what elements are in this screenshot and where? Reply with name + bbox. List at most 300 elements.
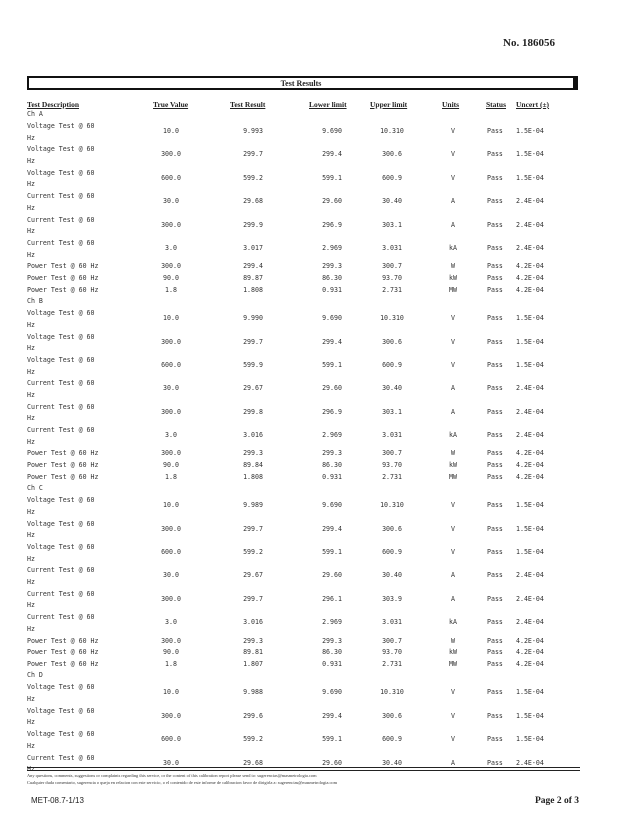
table-row [0, 660, 641, 672]
test-description-cont: Hz [27, 390, 35, 399]
test-description-cont: Hz [27, 180, 35, 189]
units: V [451, 548, 455, 557]
lower-limit: 86.30 [322, 461, 342, 470]
lower-limit: 299.4 [322, 337, 342, 346]
true-value: 10.0 [163, 688, 179, 697]
test-description-cont: Hz [27, 694, 35, 703]
upper-limit: 93.70 [382, 648, 402, 657]
lower-limit: 299.3 [322, 636, 342, 645]
test-result: 9.988 [243, 688, 263, 697]
uncertainty: 4.2E-04 [516, 461, 544, 470]
test-description: Voltage Test @ 60 [27, 706, 95, 715]
true-value: 300.0 [161, 524, 181, 533]
test-description-cont: Hz [27, 765, 35, 774]
status: Pass [487, 472, 503, 481]
channel-heading [0, 671, 641, 683]
status: Pass [487, 524, 503, 533]
uncertainty: 1.5E-04 [516, 314, 544, 323]
units: V [451, 360, 455, 369]
units: A [451, 407, 455, 416]
test-result: 1.807 [243, 659, 263, 668]
upper-limit: 3.031 [382, 618, 402, 627]
test-result: 299.7 [243, 337, 263, 346]
lower-limit: 299.4 [322, 150, 342, 159]
upper-limit: 93.70 [382, 461, 402, 470]
status: Pass [487, 197, 503, 206]
header-lower-limit: Lower limit [309, 100, 347, 109]
test-description: Power Test @ 60 Hz [27, 472, 99, 481]
lower-limit: 296.9 [322, 220, 342, 229]
status: Pass [487, 173, 503, 182]
uncertainty: 4.2E-04 [516, 449, 544, 458]
status: Pass [487, 758, 503, 767]
units: kW [449, 461, 457, 470]
uncertainty: 2.4E-04 [516, 571, 544, 580]
test-description: Current Test @ 60 [27, 426, 95, 435]
test-result: 29.67 [243, 384, 263, 393]
units: kW [449, 648, 457, 657]
units: V [451, 711, 455, 720]
test-result: 89.81 [243, 648, 263, 657]
upper-limit: 30.40 [382, 384, 402, 393]
true-value: 300.0 [161, 636, 181, 645]
table-row [0, 496, 641, 519]
table-row [0, 192, 641, 215]
true-value: 300.0 [161, 220, 181, 229]
header-true-value: True Value [153, 100, 189, 109]
true-value: 1.8 [165, 659, 177, 668]
true-value: 10.0 [163, 127, 179, 135]
footer-rule-thin [27, 770, 580, 771]
units: V [451, 150, 455, 159]
status: Pass [487, 150, 503, 159]
test-description-cont: Hz [27, 741, 35, 750]
units: V [451, 735, 455, 744]
test-description-cont: Hz [27, 554, 35, 563]
true-value: 300.0 [161, 337, 181, 346]
uncertainty: 4.2E-04 [516, 636, 544, 645]
test-description: Voltage Test @ 60 [27, 683, 95, 692]
status: Pass [487, 220, 503, 229]
upper-limit: 10.310 [380, 314, 404, 323]
header-status: Status [486, 100, 507, 109]
footer-note-english: Any questions, comments, suggestions or complaints regarding this service, or the content of this calibration report please send to: sugerencias@masmetrologia.com [27, 773, 317, 778]
test-result: 9.989 [243, 501, 263, 510]
uncertainty: 2.4E-04 [516, 243, 544, 252]
true-value: 600.0 [161, 360, 181, 369]
true-value: 90.0 [163, 461, 179, 470]
uncertainty: 1.5E-04 [516, 548, 544, 557]
lower-limit: 29.60 [322, 197, 342, 206]
test-description: Voltage Test @ 60 [27, 543, 95, 552]
table-row [0, 590, 641, 613]
uncertainty: 2.4E-04 [516, 758, 544, 767]
test-description-cont: Hz [27, 344, 35, 353]
test-description: Current Test @ 60 [27, 613, 95, 622]
test-result: 1.808 [243, 472, 263, 481]
test-result: 299.7 [243, 524, 263, 533]
units: W [451, 449, 455, 458]
units: MW [449, 659, 457, 668]
uncertainty: 4.2E-04 [516, 285, 544, 294]
status: Pass [487, 127, 503, 135]
uncertainty: 1.5E-04 [516, 337, 544, 346]
upper-limit: 30.40 [382, 758, 402, 767]
lower-limit: 2.969 [322, 618, 342, 627]
test-description-cont: Hz [27, 624, 35, 633]
status: Pass [487, 711, 503, 720]
footer-rule [27, 767, 580, 768]
status: Pass [487, 384, 503, 393]
test-result: 299.8 [243, 407, 263, 416]
test-description: Power Test @ 60 Hz [27, 636, 99, 645]
upper-limit: 600.9 [382, 173, 402, 182]
lower-limit: 9.690 [322, 127, 342, 135]
test-result: 599.2 [243, 735, 263, 744]
test-result: 29.67 [243, 571, 263, 580]
test-result: 599.9 [243, 360, 263, 369]
lower-limit: 29.60 [322, 758, 342, 767]
status: Pass [487, 449, 503, 458]
lower-limit: 2.969 [322, 243, 342, 252]
true-value: 300.0 [161, 407, 181, 416]
table-row [0, 730, 641, 753]
true-value: 1.8 [165, 285, 177, 294]
status: Pass [487, 501, 503, 510]
table-row [0, 707, 641, 730]
results-table [0, 110, 641, 777]
true-value: 300.0 [161, 449, 181, 458]
status: Pass [487, 659, 503, 668]
channel-label: Ch A [27, 110, 43, 118]
upper-limit: 300.6 [382, 150, 402, 159]
test-result: 299.9 [243, 220, 263, 229]
table-row [0, 613, 641, 636]
upper-limit: 303.1 [382, 220, 402, 229]
test-description: Power Test @ 60 Hz [27, 648, 99, 657]
table-row [0, 309, 641, 332]
section-title: Test Results [280, 79, 322, 88]
true-value: 30.0 [163, 197, 179, 206]
lower-limit: 29.60 [322, 571, 342, 580]
units: A [451, 220, 455, 229]
certificate-number: No. 186056 [503, 37, 555, 49]
lower-limit: 9.690 [322, 688, 342, 697]
uncertainty: 1.5E-04 [516, 173, 544, 182]
test-description-cont: Hz [27, 601, 35, 610]
test-description-cont: Hz [27, 507, 35, 516]
test-result: 1.808 [243, 285, 263, 294]
uncertainty: 2.4E-04 [516, 197, 544, 206]
uncertainty: 1.5E-04 [516, 150, 544, 159]
units: A [451, 571, 455, 580]
lower-limit: 0.931 [322, 285, 342, 294]
test-description: Current Test @ 60 [27, 589, 95, 598]
status: Pass [487, 461, 503, 470]
upper-limit: 30.40 [382, 197, 402, 206]
units: kA [449, 243, 457, 252]
test-result: 599.2 [243, 173, 263, 182]
upper-limit: 3.031 [382, 431, 402, 440]
upper-limit: 2.731 [382, 472, 402, 481]
test-result: 299.6 [243, 711, 263, 720]
true-value: 30.0 [163, 384, 179, 393]
lower-limit: 86.30 [322, 273, 342, 282]
upper-limit: 2.731 [382, 659, 402, 668]
test-result: 299.3 [243, 449, 263, 458]
true-value: 600.0 [161, 173, 181, 182]
table-row [0, 637, 641, 649]
status: Pass [487, 262, 503, 271]
uncertainty: 4.2E-04 [516, 262, 544, 271]
table-row [0, 520, 641, 543]
page-number: Page 2 of 3 [534, 796, 579, 806]
test-description: Current Test @ 60 [27, 566, 95, 575]
table-row [0, 426, 641, 449]
header-units: Units [442, 100, 460, 109]
lower-limit: 86.30 [322, 648, 342, 657]
true-value: 300.0 [161, 150, 181, 159]
units: V [451, 127, 455, 135]
test-description-cont: Hz [27, 718, 35, 727]
true-value: 90.0 [163, 648, 179, 657]
table-row [0, 473, 641, 485]
test-description: Current Test @ 60 [27, 753, 95, 762]
test-results-banner [27, 76, 578, 90]
units: V [451, 337, 455, 346]
lower-limit: 599.1 [322, 360, 342, 369]
test-description: Voltage Test @ 60 [27, 519, 95, 528]
uncertainty: 1.5E-04 [516, 711, 544, 720]
status: Pass [487, 285, 503, 294]
test-result: 599.2 [243, 548, 263, 557]
test-description-cont: Hz [27, 367, 35, 376]
test-description-cont: Hz [27, 156, 35, 165]
lower-limit: 296.1 [322, 594, 342, 603]
upper-limit: 600.9 [382, 360, 402, 369]
units: V [451, 314, 455, 323]
test-description: Power Test @ 60 Hz [27, 285, 99, 294]
upper-limit: 300.6 [382, 711, 402, 720]
uncertainty: 1.5E-04 [516, 735, 544, 744]
status: Pass [487, 407, 503, 416]
units: V [451, 501, 455, 510]
upper-limit: 300.6 [382, 337, 402, 346]
status: Pass [487, 431, 503, 440]
table-row [0, 403, 641, 426]
test-description-cont: Hz [27, 250, 35, 259]
table-row [0, 648, 641, 660]
table-row [0, 356, 641, 379]
units: kW [449, 273, 457, 282]
status: Pass [487, 648, 503, 657]
uncertainty: 2.4E-04 [516, 594, 544, 603]
test-description-cont: Hz [27, 133, 35, 142]
lower-limit: 299.4 [322, 711, 342, 720]
test-description: Current Test @ 60 [27, 238, 95, 247]
test-result: 3.017 [243, 243, 263, 252]
units: V [451, 688, 455, 697]
true-value: 300.0 [161, 594, 181, 603]
true-value: 30.0 [163, 758, 179, 767]
table-row [0, 274, 641, 286]
test-description-cont: Hz [27, 203, 35, 212]
lower-limit: 296.9 [322, 407, 342, 416]
test-description-cont: Hz [27, 437, 35, 446]
units: kA [449, 431, 457, 440]
lower-limit: 599.1 [322, 548, 342, 557]
status: Pass [487, 337, 503, 346]
uncertainty: 1.5E-04 [516, 127, 544, 135]
uncertainty: 2.4E-04 [516, 431, 544, 440]
test-result: 89.84 [243, 461, 263, 470]
test-description: Voltage Test @ 60 [27, 168, 95, 177]
channel-label: Ch D [27, 671, 43, 680]
test-result: 89.87 [243, 273, 263, 282]
status: Pass [487, 314, 503, 323]
units: MW [449, 285, 457, 294]
upper-limit: 10.310 [380, 127, 404, 135]
uncertainty: 2.4E-04 [516, 407, 544, 416]
channel-label: Ch B [27, 297, 43, 306]
table-row [0, 216, 641, 239]
true-value: 10.0 [163, 314, 179, 323]
upper-limit: 10.310 [380, 688, 404, 697]
table-row [0, 461, 641, 473]
table-row [0, 379, 641, 402]
test-description: Voltage Test @ 60 [27, 730, 95, 739]
units: MW [449, 472, 457, 481]
upper-limit: 300.7 [382, 449, 402, 458]
true-value: 3.0 [165, 431, 177, 440]
test-description: Current Test @ 60 [27, 215, 95, 224]
test-description-cont: Hz [27, 414, 35, 423]
units: W [451, 262, 455, 271]
units: V [451, 524, 455, 533]
channel-label: Ch C [27, 484, 43, 493]
units: A [451, 384, 455, 393]
true-value: 300.0 [161, 711, 181, 720]
table-row [0, 122, 641, 145]
test-result: 3.016 [243, 431, 263, 440]
test-result: 299.3 [243, 636, 263, 645]
upper-limit: 3.031 [382, 243, 402, 252]
test-description: Current Test @ 60 [27, 192, 95, 201]
lower-limit: 599.1 [322, 173, 342, 182]
test-description-cont: Hz [27, 227, 35, 236]
true-value: 1.8 [165, 472, 177, 481]
test-result: 3.016 [243, 618, 263, 627]
form-id: MET-08.7-1/13 [31, 796, 84, 805]
upper-limit: 300.7 [382, 636, 402, 645]
test-description: Power Test @ 60 Hz [27, 461, 99, 470]
test-description: Power Test @ 60 Hz [27, 262, 99, 271]
uncertainty: 1.5E-04 [516, 360, 544, 369]
table-row [0, 286, 641, 298]
status: Pass [487, 548, 503, 557]
test-result: 299.7 [243, 150, 263, 159]
header-test-result: Test Result [230, 100, 266, 109]
table-row [0, 239, 641, 262]
upper-limit: 30.40 [382, 571, 402, 580]
test-description-cont: Hz [27, 531, 35, 540]
true-value: 30.0 [163, 571, 179, 580]
lower-limit: 299.4 [322, 524, 342, 533]
table-row [0, 566, 641, 589]
channel-heading [0, 110, 641, 122]
true-value: 3.0 [165, 243, 177, 252]
units: W [451, 636, 455, 645]
true-value: 10.0 [163, 501, 179, 510]
test-description: Power Test @ 60 Hz [27, 659, 99, 668]
units: A [451, 758, 455, 767]
lower-limit: 29.60 [322, 384, 342, 393]
uncertainty: 2.4E-04 [516, 384, 544, 393]
upper-limit: 300.7 [382, 262, 402, 271]
test-description: Voltage Test @ 60 [27, 332, 95, 341]
lower-limit: 599.1 [322, 735, 342, 744]
true-value: 300.0 [161, 262, 181, 271]
test-description: Power Test @ 60 Hz [27, 449, 99, 458]
status: Pass [487, 636, 503, 645]
test-result: 299.4 [243, 262, 263, 271]
footer-note-spanish: Cualquier duda comentario, sugerencia o queja en relacion con este servicio, o el contenido de este informe de calibracion favor de dirigirla a: sugerencias@masmetrologia.com [27, 780, 338, 785]
status: Pass [487, 273, 503, 282]
true-value: 600.0 [161, 735, 181, 744]
test-result: 299.7 [243, 594, 263, 603]
header-description: Test Description [27, 100, 80, 109]
uncertainty: 1.5E-04 [516, 688, 544, 697]
test-description: Voltage Test @ 60 [27, 496, 95, 505]
lower-limit: 9.690 [322, 314, 342, 323]
lower-limit: 0.931 [322, 659, 342, 668]
true-value: 90.0 [163, 273, 179, 282]
upper-limit: 600.9 [382, 548, 402, 557]
table-row [0, 333, 641, 356]
lower-limit: 9.690 [322, 501, 342, 510]
uncertainty: 4.2E-04 [516, 472, 544, 481]
test-description-cont: Hz [27, 320, 35, 329]
test-description: Voltage Test @ 60 [27, 122, 95, 130]
upper-limit: 2.731 [382, 285, 402, 294]
upper-limit: 10.310 [380, 501, 404, 510]
upper-limit: 303.9 [382, 594, 402, 603]
test-description: Power Test @ 60 Hz [27, 273, 99, 282]
true-value: 600.0 [161, 548, 181, 557]
status: Pass [487, 594, 503, 603]
units: V [451, 173, 455, 182]
status: Pass [487, 618, 503, 627]
true-value: 3.0 [165, 618, 177, 627]
status: Pass [487, 360, 503, 369]
upper-limit: 600.9 [382, 735, 402, 744]
upper-limit: 300.6 [382, 524, 402, 533]
header-uncertainty: Uncert (±) [516, 100, 550, 109]
table-row [0, 145, 641, 168]
header-upper-limit: Upper limit [370, 100, 408, 109]
lower-limit: 299.3 [322, 262, 342, 271]
uncertainty: 4.2E-04 [516, 659, 544, 668]
test-result: 29.68 [243, 758, 263, 767]
test-description: Current Test @ 60 [27, 379, 95, 388]
status: Pass [487, 571, 503, 580]
upper-limit: 303.1 [382, 407, 402, 416]
uncertainty: 1.5E-04 [516, 524, 544, 533]
status: Pass [487, 735, 503, 744]
test-description: Voltage Test @ 60 [27, 145, 95, 154]
units: A [451, 197, 455, 206]
uncertainty: 4.2E-04 [516, 273, 544, 282]
